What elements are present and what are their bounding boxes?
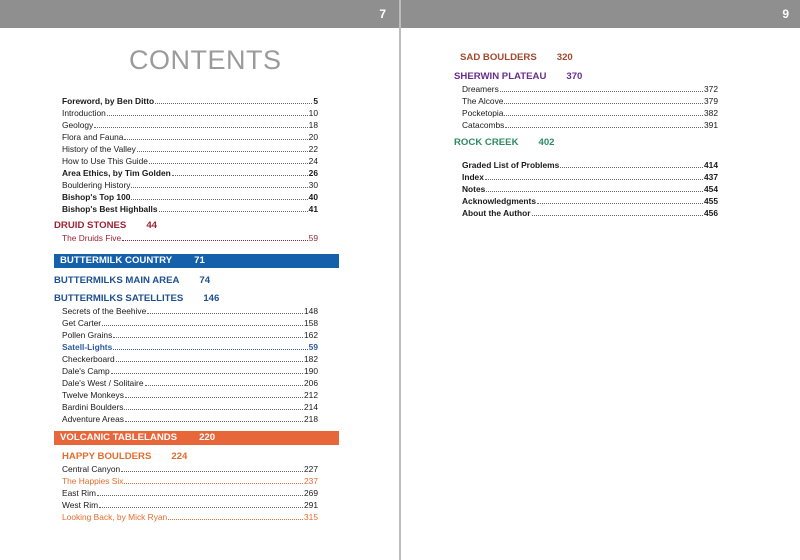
section-sherwin-plateau[interactable] [454, 71, 582, 82]
toc-entry[interactable] [462, 108, 718, 119]
toc-entry-label: How to Use This Guide [62, 156, 148, 166]
toc-entry-page: 59 [308, 233, 318, 243]
toc-entry[interactable] [62, 378, 318, 389]
leader-dots [94, 126, 307, 128]
toc-entry[interactable] [62, 132, 318, 143]
toc-entry[interactable] [62, 120, 318, 131]
toc-entry[interactable] [62, 330, 318, 341]
toc-entry-label: Catacombs [462, 120, 505, 130]
toc-entry-page: 22 [308, 144, 318, 154]
toc-entry-label: The Alcove [462, 96, 504, 106]
toc-entry-label: Graded List of Problems [462, 160, 560, 170]
section-label: SHERWIN PLATEAU [454, 71, 547, 82]
toc-entry-label: The Druids Five [62, 233, 122, 243]
contents-title: CONTENTS [129, 45, 282, 75]
toc-entry[interactable] [62, 180, 318, 191]
leader-dots [537, 202, 703, 204]
toc-entry-page: 382 [704, 108, 718, 118]
toc-entry-page: 40 [308, 192, 318, 202]
toc-entry-label: Looking Back, by Mick Ryan [62, 512, 168, 522]
section-page: 74 [199, 275, 211, 286]
section-label: BUTTERMILK COUNTRY [60, 255, 173, 266]
toc-entry-page: 391 [704, 120, 718, 130]
section-label: DRUID STONES [54, 220, 127, 231]
leader-dots [168, 518, 303, 520]
toc-entry[interactable] [62, 464, 318, 475]
toc-entry-label: About the Author [462, 208, 531, 218]
toc-entry-page: 414 [704, 160, 718, 170]
leader-dots [111, 372, 303, 374]
leader-dots [124, 138, 307, 140]
toc-entry-page: 214 [304, 402, 318, 412]
toc-entry[interactable] [462, 120, 718, 131]
toc-entry-label: Bouldering History [62, 180, 131, 190]
toc-entry-label: Adventure Areas [62, 414, 124, 424]
toc-entry[interactable] [462, 96, 718, 107]
leader-dots [113, 348, 307, 350]
section-buttermilk-country[interactable] [54, 254, 339, 268]
section-label: VOLCANIC TABLELANDS [60, 432, 178, 443]
toc-entry[interactable] [62, 204, 318, 215]
leader-dots [97, 494, 303, 496]
toc-entry[interactable] [62, 96, 318, 107]
leader-dots [122, 239, 308, 241]
toc-entry[interactable] [62, 488, 318, 499]
toc-entry-label: Bishop's Best Highballs [62, 204, 158, 214]
toc-entry[interactable] [462, 84, 718, 95]
toc-entry-page: 437 [704, 172, 718, 182]
section-page: 44 [146, 220, 157, 231]
leader-dots [504, 114, 703, 116]
toc-entry[interactable] [62, 342, 318, 353]
toc-entry[interactable] [462, 160, 718, 171]
toc-entry-page: 24 [308, 156, 318, 166]
leader-dots [500, 90, 703, 92]
section-label: BUTTERMILKS MAIN AREA [54, 275, 180, 286]
section-label: SAD BOULDERS [460, 52, 537, 63]
toc-entry[interactable] [462, 172, 718, 183]
toc-entry-label: Flora and Fauna [62, 132, 124, 142]
toc-entry-label: Area Ethics, by Tim Golden [62, 168, 171, 178]
toc-entry[interactable] [62, 192, 318, 203]
right-page-header-bar [401, 0, 800, 28]
toc-entry-label: Bardini Boulders [62, 402, 124, 412]
toc-entry-label: Pollen Grains [62, 330, 113, 340]
toc-entry-page: 206 [304, 378, 318, 388]
toc-entry-label: Acknowledgments [462, 196, 536, 206]
section-page: 220 [199, 432, 216, 443]
toc-entry-label: Get Carter [62, 318, 102, 328]
toc-entry-page: 182 [304, 354, 318, 364]
toc-entry-label: Notes [462, 184, 486, 194]
toc-entry-label: Twelve Monkeys [62, 390, 124, 400]
section-page: 224 [171, 451, 188, 462]
section-sad-boulders[interactable] [460, 52, 573, 63]
toc-entry-page: 315 [304, 512, 318, 522]
toc-entry-label: Pocketopia [462, 108, 504, 118]
toc-entry-label: Dreamers [462, 84, 499, 94]
section-volcanic-tablelands[interactable] [54, 431, 339, 445]
toc-entry-page: 20 [308, 132, 318, 142]
toc-entry[interactable] [62, 144, 318, 155]
leader-dots [107, 114, 308, 116]
toc-entry-label: Geology [62, 120, 94, 130]
leader-dots [159, 210, 308, 212]
leader-dots [99, 506, 303, 508]
leader-dots [124, 408, 303, 410]
leader-dots [145, 384, 304, 386]
toc-entry-page: 59 [308, 342, 318, 352]
leader-dots [121, 470, 303, 472]
right-page [401, 0, 800, 560]
toc-entry-label: Central Canyon [62, 464, 121, 474]
toc-entry-page: 158 [304, 318, 318, 328]
toc-entry[interactable] [62, 500, 318, 511]
section-buttermilks-satellites[interactable] [54, 293, 219, 304]
leader-dots [131, 198, 307, 200]
toc-entry-page: 269 [304, 488, 318, 498]
leader-dots [137, 150, 308, 152]
leader-dots [532, 214, 703, 216]
leader-dots [486, 190, 703, 192]
section-happy-boulders[interactable] [62, 451, 187, 462]
leader-dots [131, 186, 307, 188]
toc-entry-label: Introduction [62, 108, 106, 118]
toc-entry-page: 26 [308, 168, 318, 178]
toc-entry-page: 212 [304, 390, 318, 400]
toc-entry[interactable] [62, 108, 318, 119]
left-page-header-bar [0, 0, 399, 28]
toc-entry-page: 10 [308, 108, 318, 118]
toc-entry-page: 227 [304, 464, 318, 474]
toc-entry-page: 291 [304, 500, 318, 510]
leader-dots [155, 102, 312, 104]
right-page-number: 9 [782, 7, 789, 21]
toc-entry-page: 455 [704, 196, 718, 206]
toc-entry-label: Secrets of the Beehive [62, 306, 147, 316]
section-druid-stones[interactable] [54, 220, 157, 231]
toc-entry-page: 379 [704, 96, 718, 106]
toc-entry-label: West Rim [62, 500, 99, 510]
toc-entry-page: 30 [308, 180, 318, 190]
toc-entry-page: 218 [304, 414, 318, 424]
leader-dots [125, 396, 303, 398]
toc-entry-label: History of the Valley [62, 144, 136, 154]
leader-dots [560, 166, 703, 168]
toc-entry-page: 454 [704, 184, 718, 194]
toc-entry[interactable] [62, 414, 318, 425]
toc-entry[interactable] [62, 168, 318, 179]
toc-entry[interactable] [462, 196, 718, 207]
toc-entry-page: 372 [704, 84, 718, 94]
toc-entry-page: 41 [308, 204, 318, 214]
toc-entry[interactable] [62, 390, 318, 401]
toc-entry-page: 5 [313, 96, 318, 106]
leader-dots [113, 336, 303, 338]
toc-entry[interactable] [62, 512, 318, 523]
toc-entry-page: 148 [304, 306, 318, 316]
leader-dots [485, 178, 703, 180]
toc-entry-label: Dale's Camp [62, 366, 110, 376]
leader-dots [125, 420, 303, 422]
toc-entry[interactable] [62, 156, 318, 167]
leader-dots [124, 482, 303, 484]
toc-entry[interactable] [62, 233, 318, 244]
section-rock-creek[interactable] [454, 137, 555, 148]
leader-dots [505, 126, 703, 128]
toc-entry[interactable] [62, 476, 318, 487]
toc-entry[interactable] [62, 318, 318, 329]
toc-entry-page: 237 [304, 476, 318, 486]
section-page: 320 [556, 52, 573, 63]
section-buttermilks-main-area[interactable] [54, 275, 210, 286]
toc-entry-label: The Happies Six [62, 476, 124, 486]
section-page: 146 [203, 293, 220, 304]
toc-entry[interactable] [462, 208, 718, 219]
section-label: HAPPY BOULDERS [62, 451, 152, 462]
toc-entry-label: Checkerboard [62, 354, 115, 364]
section-label: ROCK CREEK [454, 137, 519, 148]
leader-dots [149, 162, 308, 164]
toc-entry-label: Bishop's Top 100 [62, 192, 131, 202]
toc-entry-page: 456 [704, 208, 718, 218]
toc-entry[interactable] [462, 184, 718, 195]
section-page: 71 [194, 255, 205, 266]
toc-entry-label: Index [462, 172, 484, 182]
toc-entry-label: Satell-Lights [62, 342, 113, 352]
left-page-number: 7 [379, 7, 386, 21]
toc-entry-page: 162 [304, 330, 318, 340]
leader-dots [116, 360, 303, 362]
toc-entry-label: Dale's West / Solitaire [62, 378, 144, 388]
toc-entry[interactable] [62, 366, 318, 377]
toc-entry[interactable] [62, 354, 318, 365]
leader-dots [147, 312, 303, 314]
toc-entry[interactable] [62, 306, 318, 317]
leader-dots [102, 324, 303, 326]
toc-entry-label: Foreword, by Ben Ditto [62, 96, 155, 106]
leader-dots [504, 102, 703, 104]
toc-entry-label: East Rim [62, 488, 96, 498]
section-label: BUTTERMILKS SATELLITES [54, 293, 184, 304]
section-page: 370 [566, 71, 583, 82]
left-page [0, 0, 399, 560]
toc-entry-page: 18 [308, 120, 318, 130]
section-page: 402 [538, 137, 555, 148]
toc-entry-page: 190 [304, 366, 318, 376]
toc-entry[interactable] [62, 402, 318, 413]
leader-dots [172, 174, 308, 176]
